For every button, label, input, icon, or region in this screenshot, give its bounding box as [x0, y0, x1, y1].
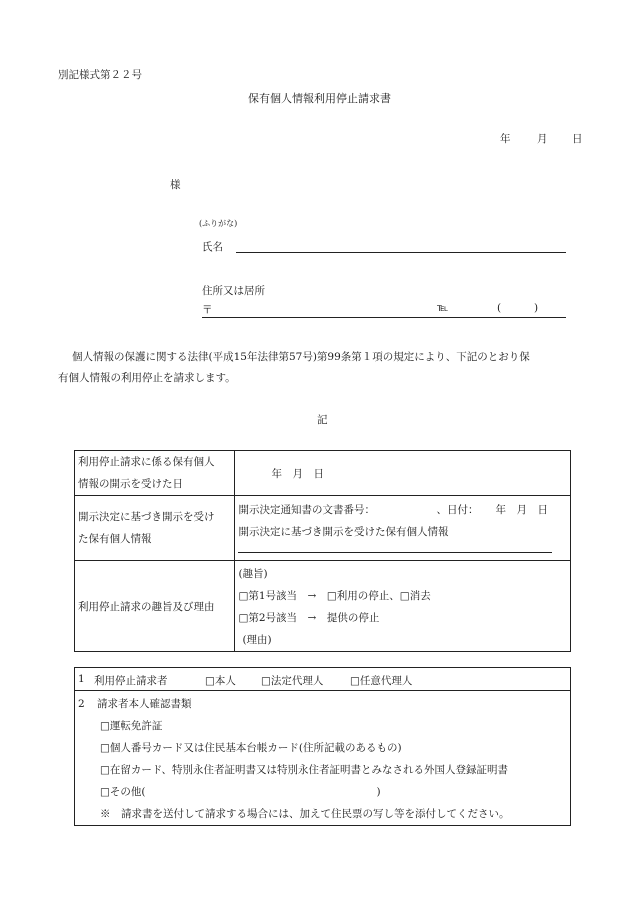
requester-option-voluntary-agent[interactable]: □任意代理人 [350, 675, 413, 687]
row2-value-cell[interactable] [235, 496, 571, 561]
row2-doc-number-label: 開示決定通知書の文書番号： [238, 504, 375, 516]
requester-table [74, 667, 571, 826]
row3-option1[interactable]: □第1号該当 → □利用の停止、□消去 [238, 590, 431, 602]
row2-info-line: 開示決定に基づき開示を受けた保有個人情報 [238, 526, 449, 538]
address-label: 住所又は居所 [202, 285, 265, 297]
row-number-1: 1 [78, 673, 85, 685]
document-option-mynumber[interactable]: □個人番号カード又は住民基本台帳カード(住所記載のあるもの) [100, 742, 402, 754]
row1-label-cell [75, 451, 235, 496]
row3-value-cell[interactable] [235, 561, 571, 652]
row2-doc-line [238, 499, 567, 521]
request-details-table [74, 450, 571, 652]
row1-label-line2: 情報の開示を受けた日 [78, 478, 183, 490]
document-option-residence-card[interactable]: □在留カード、特別永住者証明書又は特別永住者証明書とみなされる外国人登録証明書 [100, 764, 508, 776]
row1-value-cell[interactable] [235, 451, 571, 496]
table-row [75, 668, 571, 691]
documents-heading [78, 693, 567, 715]
row2-label-line1: 開示決定に基づき開示を受け [78, 511, 215, 523]
date-year: 年 [500, 133, 511, 145]
name-field-line[interactable] [236, 252, 566, 253]
documents-label: 請求者本人確認書類 [97, 698, 192, 710]
row3-label: 利用停止請求の趣旨及び理由 [78, 600, 215, 613]
row3-purpose-header: (趣旨) [238, 568, 268, 580]
documents-note: ※ 請求書を送付して請求する場合には、加えて住民票の写し等を添付してください。 [100, 808, 510, 820]
row-number-2: 2 [78, 698, 85, 710]
requester-option-legal-agent[interactable]: □法定代理人 [261, 675, 324, 687]
ki-heading: 記 [317, 414, 328, 426]
table-row [75, 561, 571, 652]
row2-label-cell [75, 496, 235, 561]
row2-label-line2: た保有個人情報 [78, 533, 152, 545]
body-text-line2: 有個人情報の利用停止を請求します。 [58, 372, 236, 384]
document-option-other[interactable]: □その他( ) [100, 786, 381, 798]
requester-row-cell [75, 668, 571, 691]
row2-date-label: 、日付： [436, 504, 479, 516]
address-field-line[interactable] [202, 317, 566, 318]
table-row [75, 691, 571, 826]
row1-date: 年 月 日 [271, 467, 324, 480]
name-label: 氏名 [202, 241, 223, 253]
body-text-line1: 個人情報の保護に関する法律(平成15年法律第57号)第99条第１項の規定により、下記のとおり保 [72, 351, 530, 363]
furigana-label: (ふりがな) [199, 219, 238, 228]
date-month: 月 [537, 133, 548, 145]
row2-info-underline[interactable] [238, 552, 552, 553]
table-row [75, 451, 571, 496]
row3-label-cell [75, 561, 235, 652]
row3-reason-header: (理由) [242, 634, 272, 646]
postal-mark: 〒 [202, 304, 213, 316]
documents-row-cell [75, 691, 571, 826]
row2-date: 年 月 日 [495, 504, 548, 516]
tel-paren-open: ( [497, 302, 502, 314]
requester-label: 利用停止請求者 [94, 675, 168, 687]
form-number: 別記様式第２２号 [58, 69, 142, 81]
row3-option2[interactable]: □第2号該当 → 提供の停止 [238, 612, 380, 624]
page-title: 保有個人情報利用停止請求書 [248, 92, 391, 105]
tel-paren-close: ) [534, 302, 539, 314]
addressee-suffix: 様 [170, 179, 181, 191]
date-day: 日 [572, 133, 583, 145]
table-row [75, 496, 571, 561]
document-option-license[interactable]: □運転免許証 [100, 720, 163, 732]
tel-mark: ℡ [437, 302, 449, 314]
row1-label-line1: 利用停止請求に係る保有個人 [78, 456, 215, 468]
requester-option-self[interactable]: □本人 [205, 675, 236, 687]
